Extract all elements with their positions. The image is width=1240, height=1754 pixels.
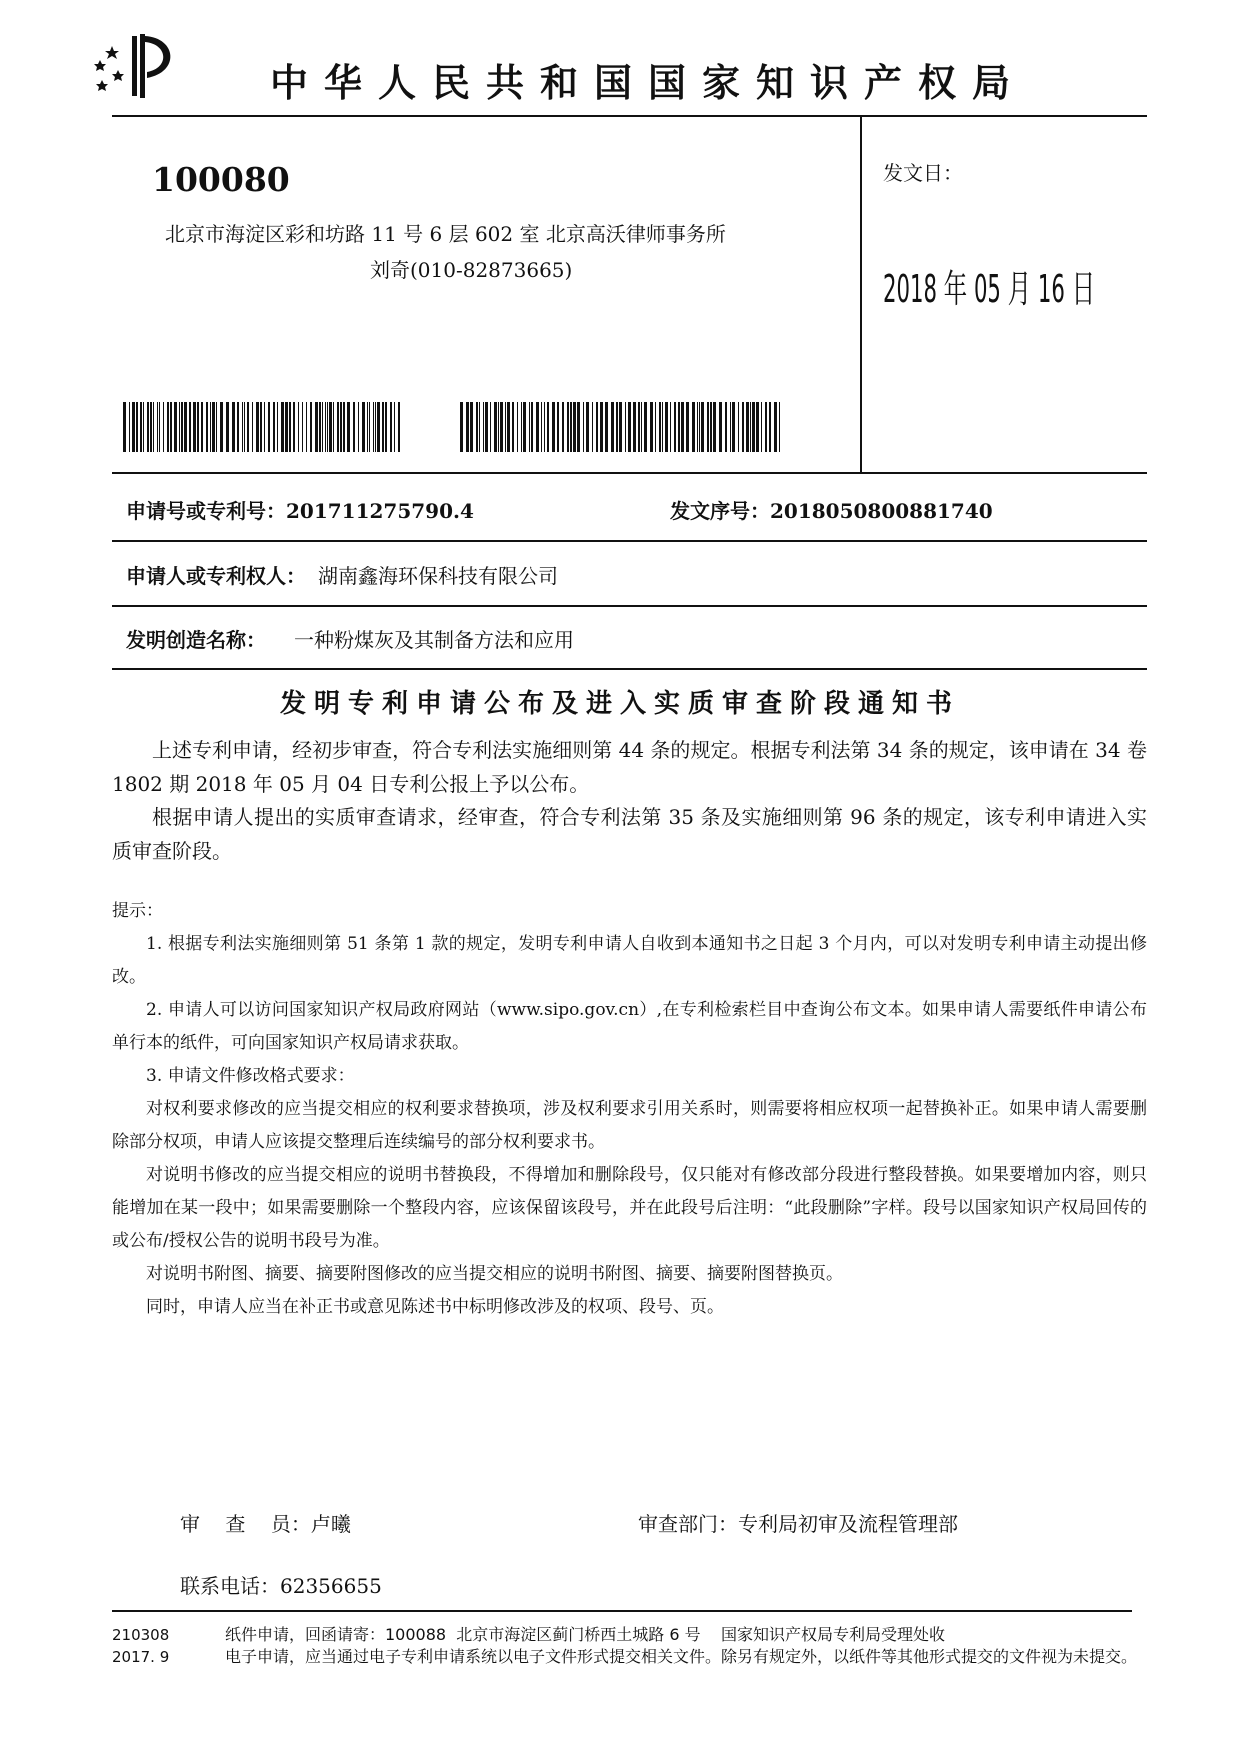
dept-value: 专利局初审及流程管理部 (738, 1512, 958, 1536)
contact: 刘奇(010-82873665) (370, 258, 573, 282)
invention-label: 发明创造名称： (126, 628, 266, 652)
serial-label: 发文序号： (670, 499, 770, 523)
footer-line-1: 纸件申请，回函请寄：100088 北京市海淀区蓟门桥西土城路 6 号 国家知识产权局专利局受理处收 (225, 1625, 945, 1644)
tips-item-1: 1. 根据专利法实施细则第 51 条第 1 款的规定，发明专利申请人自收到本通知书之日起 3 个月内，可以对发明专利申请主动提出修改。 (112, 934, 1147, 987)
applicant-value: 湖南鑫海环保科技有限公司 (318, 564, 558, 588)
invention-value: 一种粉煤灰及其制备方法和应用 (294, 628, 574, 652)
form-version: 2017. 9 (112, 1648, 170, 1666)
tips-item-2: 2. 申请人可以访问国家知识产权局政府网站（www.sipo.gov.cn）,在专利检索栏目中查询公布文本。如果申请人需要纸件申请公布单行本的纸件，可向国家知识产权局请求获取。 (112, 1000, 1147, 1053)
notice-title: 发明专利申请公布及进入实质审查阶段通知书 (279, 689, 960, 719)
tips-section (112, 895, 1147, 1324)
form-code (112, 1624, 169, 1668)
app-no-value: 201711275790.4 (286, 499, 474, 523)
tips-item-3b: 对说明书修改的应当提交相应的说明书替换段，不得增加和删除段号，仅只能对有修改部分段进行整段替换。如果要增加内容，则只能增加在某一段中；如果需要删除一个整段内容，应该保留该段号，并在此段号后注明：“此段删除”字样。段号以国家知识产权局回传的或公布/授权公告的说明书段号为准。 (112, 1165, 1147, 1251)
serial-row (670, 495, 993, 524)
rule-1 (112, 472, 1147, 474)
barcode-left (123, 402, 401, 452)
cnipa-logo-icon (92, 32, 182, 100)
date-divider (860, 115, 862, 472)
footer-line-2: 电子申请，应当通过电子专利申请系统以电子文件形式提交相关文件。除另有规定外，以纸件等其他形式提交的文件视为未提交。 (225, 1647, 1138, 1666)
barcode-right (460, 402, 782, 452)
tips-item-3a: 对权利要求修改的应当提交相应的权利要求替换项，涉及权利要求引用关系时，则需要将相应权项一起替换补正。如果申请人需要删除部分权项，申请人应该提交整理后连续编号的部分权利要求书。 (112, 1099, 1147, 1152)
tips-item-3: 3. 申请文件修改格式要求： (146, 1066, 355, 1086)
phone (180, 1570, 382, 1599)
phone-label: 联系电话： (180, 1574, 280, 1598)
examiner (180, 1508, 351, 1537)
serial-value: 2018050800881740 (770, 499, 993, 523)
invention-row (126, 624, 574, 653)
issue-date-value: 2018 年 05 月 16 日 (883, 267, 1096, 311)
address: 北京市海淀区彩和坊路 11 号 6 层 602 室 北京高沃律师事务所 (165, 222, 726, 246)
dept-label: 审查部门： (638, 1512, 738, 1536)
app-no-label: 申请号或专利号： (126, 499, 286, 523)
department (638, 1508, 958, 1537)
office-name: 中华人民共和国国家知识产权局 (270, 61, 1027, 105)
rule-3 (112, 605, 1147, 607)
form-number: 210308 (112, 1626, 170, 1644)
notice-paragraph-1: 上述专利申请，经初步审查，符合专利法实施细则第 44 条的规定。根据专利法第 34 条的规定，该申请在 34 卷 1802 期 2018 年 05 月 04 日专利公报上予以公布。 (112, 738, 1147, 796)
postcode: 100080 (152, 160, 290, 199)
tips-item-3c: 对说明书附图、摘要、摘要附图修改的应当提交相应的说明书附图、摘要、摘要附图替换页。 (146, 1264, 843, 1284)
rule-2 (112, 540, 1147, 542)
rule-4 (112, 668, 1147, 670)
examiner-value: 卢曦 (310, 1512, 351, 1536)
examiner-label: 审 查 员： (180, 1512, 311, 1536)
notice-paragraph-2: 根据申请人提出的实质审查请求，经审查，符合专利法第 35 条及实施细则第 96 条的规定，该专利申请进入实质审查阶段。 (112, 805, 1147, 863)
app-no-row (126, 495, 474, 524)
applicant-label: 申请人或专利权人： (126, 564, 306, 588)
tips-item-3d: 同时，申请人应当在补正书或意见陈述书中标明修改涉及的权项、段号、页。 (146, 1297, 724, 1317)
phone-value: 62356655 (280, 1574, 382, 1598)
footer-notes (225, 1624, 1145, 1668)
tips-heading: 提示： (112, 901, 163, 921)
header-rule (112, 115, 1147, 117)
applicant-row (126, 560, 558, 589)
footer-rule (112, 1610, 1132, 1612)
issue-date-label: 发文日： (883, 161, 963, 185)
